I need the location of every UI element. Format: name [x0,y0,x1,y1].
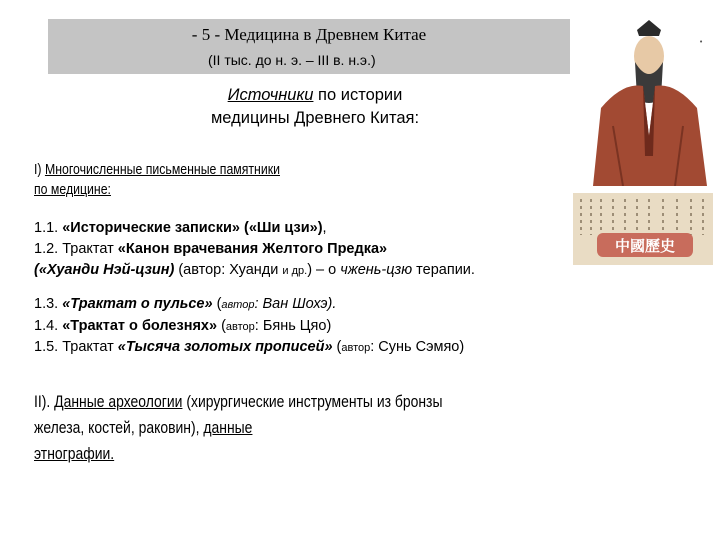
item-text: автор [225,321,255,333]
item-text: ( [212,296,222,312]
section2-line1 [34,392,442,412]
item-number: 1.3. [34,296,63,312]
item-text: автор [341,342,371,354]
item-number: 1.4. [34,318,63,334]
item-text: : Хуанди [221,262,283,278]
title-banner [48,19,570,74]
list-item-1-2 [34,241,387,257]
section2-link-text: данные [203,418,253,437]
list-item-1-5 [34,339,464,355]
item-text: ) – о [307,262,341,278]
section1-title: Многочисленные письменные памятники [44,161,280,178]
calligraphy-banner-text: 中國歷史 [614,237,676,255]
item-title: «Исторические записки» («Ши цзи») [62,220,323,236]
list-item-1-2-cont [34,262,475,278]
item-text: : Ван Шохэ). [254,296,337,312]
list-item-1-3 [34,296,336,312]
section2-text: (хирургические инструменты из бронзы [182,392,443,411]
item-text: : Сунь Сэмяо) [370,339,465,355]
item-text: и др. [282,265,308,277]
portrait-image [583,16,715,186]
calligraphy-banner-image [573,193,713,265]
item-text: терапии. [412,262,475,278]
item-text: автор [221,299,255,311]
item-title: «Тысяча золотых прописей» [117,339,333,355]
sources-heading-rest: по истории [313,86,403,104]
item-text: : Бянь Цяо) [254,318,332,334]
svg-text:•: • [699,38,704,46]
section1-number: I) [34,161,42,178]
sources-heading-line2: медицины Древнего Китая: [210,109,420,127]
item-text: (автор [174,262,222,278]
item-title: «Трактат о пульсе» [62,296,213,312]
section1-heading-line2: по медицине: [34,181,111,198]
item-text: ( [217,318,226,334]
item-number: 1.5. Трактат [34,339,118,355]
item-text: , [322,220,327,236]
page-title: - 5 - Медицина в Древнем Китае [191,25,427,44]
section2-number: II). [34,392,51,411]
item-text: ( [332,339,342,355]
page-subtitle: (II тыс. до н. э. – III в. н.э.) [208,52,376,68]
item-title: «Канон врачевания Желтого Предка» [117,241,388,257]
list-item-1-4 [34,318,331,334]
list-item-1-1 [34,220,327,236]
section1-heading-line1 [34,161,280,178]
section2-line3: этнографии. [34,444,115,463]
section2-title: Данные археологии [54,392,183,411]
section2-line2 [34,418,252,438]
section2-text: железа, костей, раковин), [34,418,204,437]
item-text: чжень-цзю [340,262,413,278]
item-number: 1.2. Трактат [34,241,118,257]
item-title: «Трактат о болезнях» [62,318,218,334]
item-number: 1.1. [34,220,63,236]
sources-heading [150,84,480,130]
sources-link: Источники [227,86,314,104]
item-title: («Хуанди Нэй-цзин) [34,262,175,278]
